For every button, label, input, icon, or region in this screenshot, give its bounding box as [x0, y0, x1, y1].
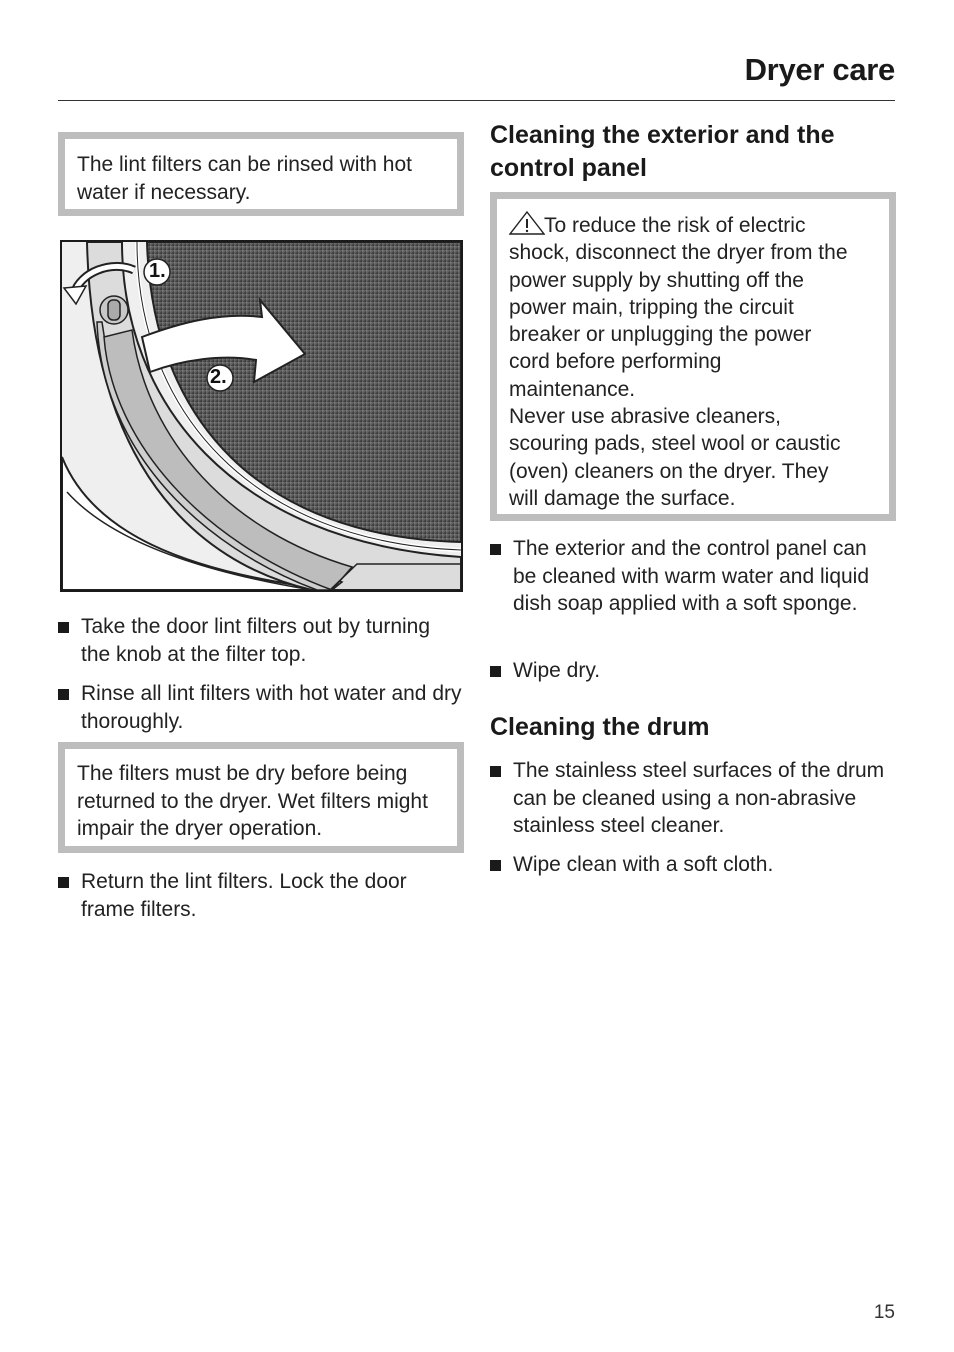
warning-triangle-icon [509, 211, 545, 235]
note-text: The filters must be dry before being returned to the dryer. Wet filters might impair the dryer operation. [77, 762, 428, 840]
lint-filter-illustration [60, 240, 463, 592]
page-number: 15 [873, 1302, 895, 1323]
warning-box [490, 192, 896, 521]
section-heading-drum: Cleaning the drum [490, 713, 710, 741]
bullet-square-icon [490, 860, 501, 871]
bullet-square-icon [490, 766, 501, 777]
page-title: Dryer care [744, 52, 895, 87]
warning-line: power supply by shutting off the [509, 268, 804, 292]
warning-line: breaker or unplugging the power [509, 323, 812, 347]
warning-text [509, 211, 893, 512]
bullet-square-icon [58, 877, 69, 888]
warning-line: will damage the surface. [509, 486, 736, 510]
bullet-square-icon [490, 666, 501, 677]
bullet-square-icon [490, 544, 501, 555]
step-2-label: 2. [210, 366, 227, 388]
warning-line: (oven) cleaners on the dryer. They [509, 459, 829, 483]
warning-line-0: To reduce the risk of electric [509, 211, 893, 239]
note-box-rinse [58, 132, 464, 216]
header-divider [58, 100, 895, 101]
warning-line: Never use abrasive cleaners, [509, 405, 781, 429]
step-1-label: 1. [149, 260, 166, 282]
section-heading-exterior: Cleaning the exterior and the control panel [490, 121, 835, 182]
warning-line: power main, tripping the circuit [509, 295, 794, 319]
door-filter-drawing [62, 242, 461, 590]
warning-line: maintenance. [509, 377, 636, 401]
warning-line: shock, disconnect the dryer from the [509, 241, 848, 265]
warning-line: scouring pads, steel wool or caustic [509, 432, 841, 456]
note-box-dry-filters [58, 742, 464, 853]
bullet-square-icon [58, 689, 69, 700]
note-text: The lint filters can be rinsed with hot water if necessary. [77, 153, 412, 204]
bullet-square-icon [58, 622, 69, 633]
warning-line: cord before performing [509, 350, 722, 374]
